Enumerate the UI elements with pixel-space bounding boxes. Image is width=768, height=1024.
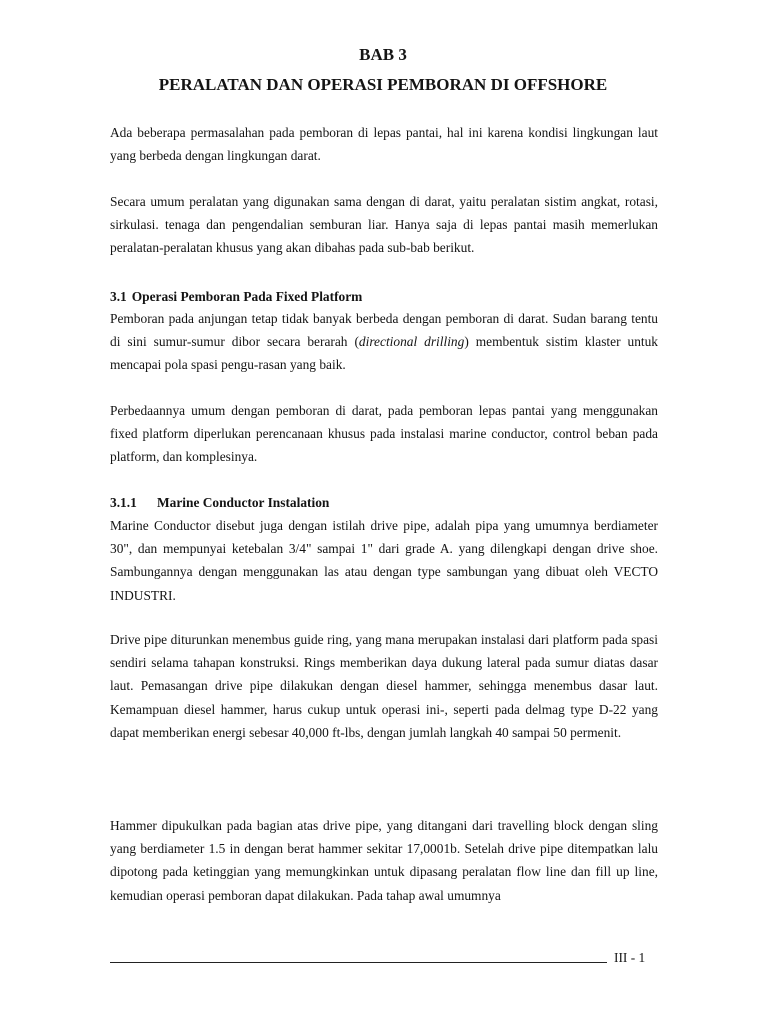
section-3-1-1-paragraph-1: Marine Conductor disebut juga dengan istilah drive pipe, adalah pipa yang umumnya berdiameter 30", dan mempunyai ketebalan 3/4" sampai 1" dari grade A. yang dilengkapi dengan drive shoe. Sambungannya dengan menggunakan las atau dengan type sambungan yang dibuat oleh VECTO INDUSTRI. [110, 518, 658, 603]
intro-paragraph-1: Ada beberapa permasalahan pada pemboran di lepas pantai, hal ini karena kondisi lingkungan laut yang berbeda dengan lingkungan darat. [110, 125, 658, 164]
section-3-1-1-number: 3.1.1 [110, 495, 137, 510]
section-3-1-paragraph-2: Perbedaannya umum dengan pemboran di darat, pada pemboran lepas pantai yang menggunakan fixed platform diperlukan perencanaan khusus pada instalasi marine conductor, control beban pada platform, dan komplesinya. [110, 403, 658, 465]
section-3-1-1-title: Marine Conductor Instalation [157, 495, 330, 510]
page-number: III - 1 [614, 950, 646, 965]
section-3-1-paragraph-1 [110, 307, 658, 377]
chapter-title: PERALATAN DAN OPERASI PEMBORAN DI OFFSHORE [158, 75, 608, 94]
footer-rule [110, 962, 607, 963]
section-3-1-p1-italic-term: directional drilling [358, 334, 465, 350]
section-3-1-title: Operasi Pemboran Pada Fixed Platform [131, 289, 363, 304]
section-3-1-1-heading [110, 493, 658, 513]
section-3-1-heading [110, 287, 658, 307]
section-3-1-1-paragraph-3: Hammer dipukulkan pada bagian atas drive pipe, yang ditangani dari travelling block dengan sling yang berdiameter 1.5 in dengan berat hammer sekitar 17,0001b. Setelah drive pipe ditempatkan lalu dipotong pada ketinggian yang memungkinkan untuk dipasang peralatan flow line dan fill up line, kemudian operasi pemboran dapat dilakukan. Pada tahap awal umumnya [110, 818, 658, 903]
section-3-1-p1-text-before: Pemboran pada anjungan tetap tidak banyak berbeda dengan pemboran di darat. Sudan barang tentu di sini sumur-sumur dibor secara berarah ( [110, 311, 658, 350]
section-3-1-number: 3.1 [110, 289, 127, 304]
intro-paragraph-2: Secara umum peralatan yang digunakan sama dengan di darat, yaitu peralatan sistim angkat, rotasi, sirkulasi. tenaga dan pengendalian semburan liar. Hanya saja di lepas pantai masih memerlukan peralatan-peralatan khusus yang akan dibahas pada sub-bab berikut. [110, 194, 658, 256]
section-3-1-1-paragraph-2: Drive pipe diturunkan menembus guide ring, yang mana merupakan instalasi dari platform pada spasi sendiri selama tahapan konstruksi. Rings memberikan daya dukung lateral pada sumur diatas dasar laut. Pemasangan drive pipe dilakukan dengan diesel hammer, sehingga menembus dasar laut. Kemampuan diesel hammer, harus cukup untuk operasi ini-, seperti pada delmag type D-22 yang dapat memberikan energi sebesar 40,000 ft-lbs, dengan jumlah langkah 40 sampai 50 permenit. [110, 632, 658, 740]
section-3-1-p1-text-after: ) membentuk sistim klaster untuk mencapai pola spasi pengu-rasan yang baik. [110, 334, 659, 373]
chapter-label: BAB 3 [359, 45, 407, 64]
